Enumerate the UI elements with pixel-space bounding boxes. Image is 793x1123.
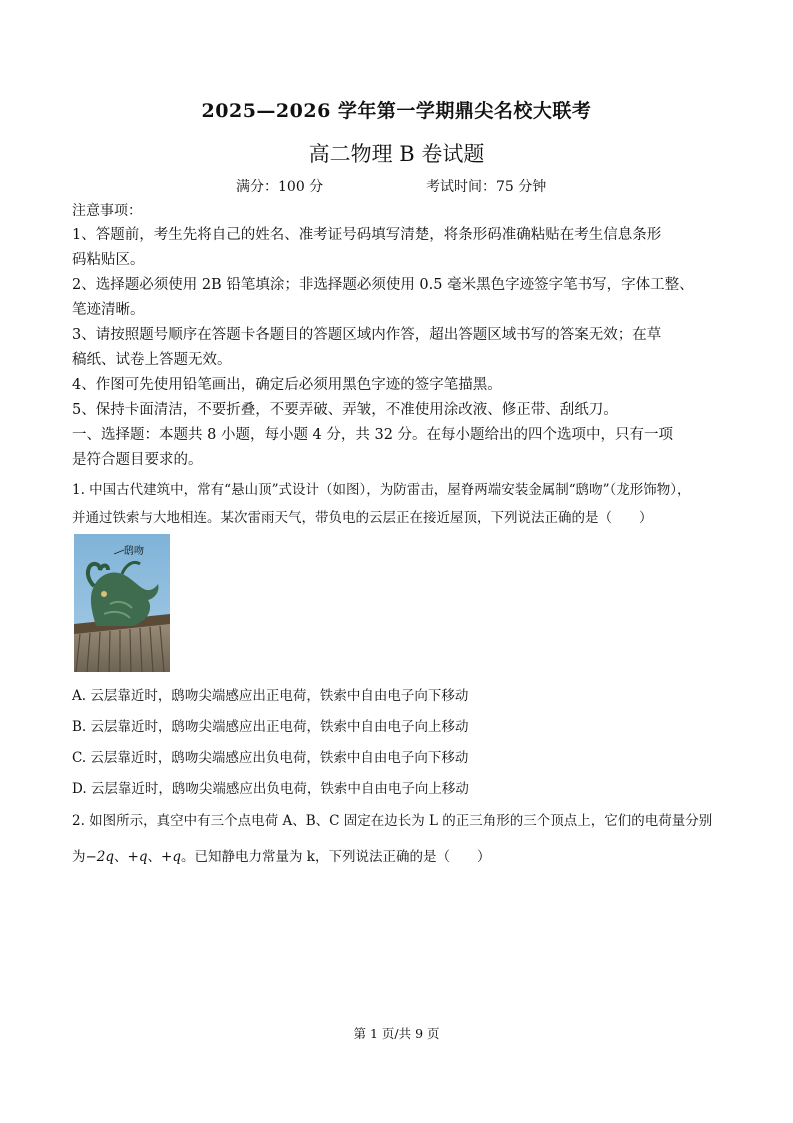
q2-suffix: 。已知静电力常量为 k，下列说法正确的是（ ） (180, 849, 491, 865)
option-d: D. 云层靠近时，鸱吻尖端感应出负电荷，铁索中自由电子向上移动 (72, 781, 469, 797)
separator: 、 (147, 849, 162, 865)
section-instruction: 是符合题目要求的。 (72, 452, 203, 468)
question-2-text (72, 845, 490, 865)
chiwen-label: 鸱吻 (124, 546, 144, 557)
full-score: 满分：100 分 (236, 179, 324, 195)
option-b: B. 云层靠近时，鸱吻尖端感应出正电荷，铁索中自由电子向上移动 (72, 719, 469, 735)
notice-line: 稿纸、试卷上答题无效。 (72, 352, 232, 368)
section-instruction: 一、选择题：本题共 8 小题，每小题 4 分，共 32 分。在每小题给出的四个选项中，只有一项 (72, 427, 674, 443)
notice-line: 4、作图可先使用铅笔画出，确定后必须用黑色字迹的签字笔描黑。 (72, 377, 502, 393)
notice-heading: 注意事项： (72, 203, 142, 219)
notice-line: 3、请按照题号顺序在答题卡各题目的答题区域内作答，超出答题区域书写的答案无效；在草 (72, 327, 662, 343)
question-1-text: 并通过铁索与大地相连。某次雷雨天气，带负电的云层正在接近屋顶，下列说法正确的是（ ） (72, 510, 653, 526)
option-a: A. 云层靠近时，鸱吻尖端感应出正电荷，铁索中自由电子向下移动 (72, 688, 469, 704)
notice-line: 5、保持卡面清洁，不要折叠，不要弄破、弄皱，不准使用涂改液、修正带、刮纸刀。 (72, 402, 618, 418)
separator: 、 (114, 849, 128, 865)
exam-time: 考试时间：75 分钟 (426, 179, 547, 195)
notice-line: 1、答题前，考生先将自己的姓名、准考证号码填写清楚，将条形码准确粘贴在考生信息条形 (72, 227, 662, 243)
notice-line: 2、选择题必须使用 2B 铅笔填涂；非选择题必须使用 0.5 毫米黑色字迹签字笔书写，字体工整、 (72, 277, 694, 293)
notice-line: 码粘贴区。 (72, 252, 145, 268)
exam-title: 2025—2026 学年第一学期鼎尖名校大联考 (201, 100, 592, 122)
charge-a: −2q (85, 849, 115, 865)
chiwen-photo (74, 534, 170, 672)
charge-b: +q (127, 849, 148, 865)
q2-prefix: 为 (72, 849, 86, 865)
charge-c: +q (161, 849, 181, 865)
page-number: 第 1 页/共 9 页 (353, 1026, 440, 1041)
notice-line: 笔迹清晰。 (72, 302, 145, 318)
question-2-text: 2. 如图所示，真空中有三个点电荷 A、B、C 固定在边长为 L 的正三角形的三个顶点上，它们的电荷量分别 (72, 813, 713, 829)
question-1-text: 1. 中国古代建筑中，常有“悬山顶”式设计（如图），为防雷击，屋脊两端安装金属制“鸱吻”（龙形饰物）， (72, 482, 691, 498)
option-c: C. 云层靠近时，鸱吻尖端感应出负电荷，铁索中自由电子向下移动 (72, 750, 469, 766)
exam-subtitle: 高二物理 B 卷试题 (308, 142, 485, 166)
